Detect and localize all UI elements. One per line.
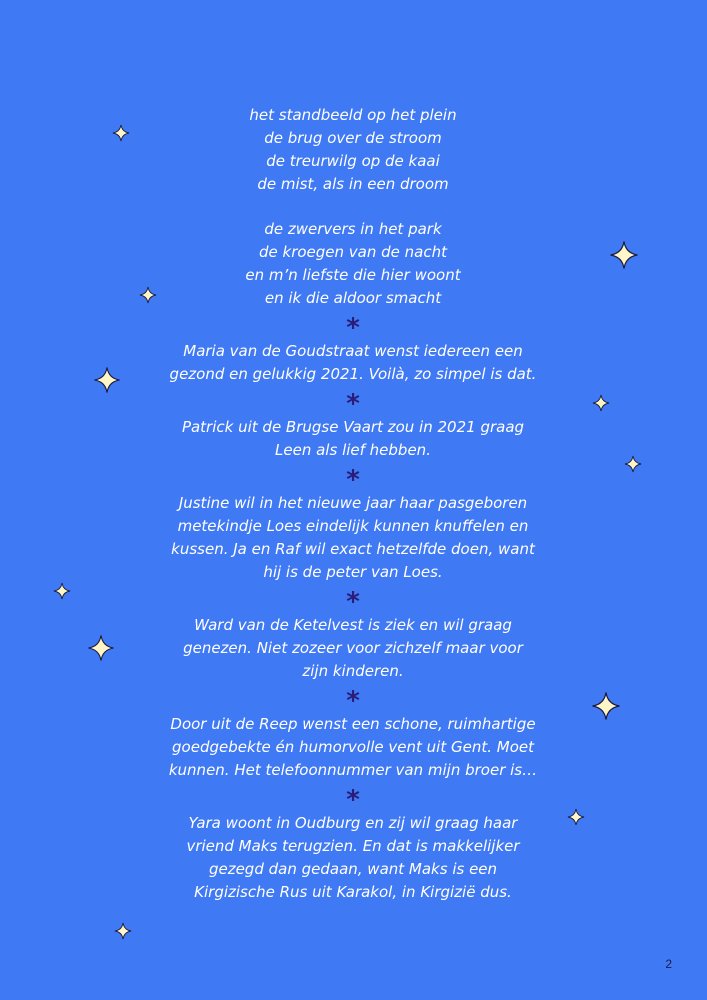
poem-line: en ik die aldoor smacht	[264, 289, 442, 307]
asterisk-divider: *	[346, 587, 360, 617]
message-line: Yara woont in Oudburg en zij wil graag haar	[188, 814, 518, 832]
message-maria	[103, 340, 603, 386]
asterisk-divider: *	[346, 313, 360, 343]
message-door	[103, 713, 603, 782]
message-patrick	[103, 416, 603, 462]
message-line: genezen. Niet zozeer voor zichzelf maar voor	[183, 639, 523, 657]
message-line: gezegd dan gedaan, want Maks is een	[208, 860, 498, 878]
message-line: gezond en gelukkig 2021. Voilà, zo simpel is dat.	[169, 365, 537, 383]
asterisk-divider: *	[346, 465, 360, 495]
message-justine	[103, 492, 603, 584]
poem-line: de brug over de stroom	[264, 129, 442, 147]
asterisk-divider: *	[346, 785, 360, 815]
sparkle-star-icon	[53, 582, 71, 600]
message-line: hij is de peter van Loes.	[263, 563, 443, 581]
asterisk-divider: *	[346, 686, 360, 716]
sparkle-star-icon	[114, 922, 132, 940]
message-line: vriend Maks terugzien. En dat is makkelijker	[186, 837, 520, 855]
poem-stanza-1	[103, 104, 603, 196]
page-number: 2	[665, 957, 672, 971]
main-text	[103, 104, 603, 904]
message-line: Ward van de Ketelvest is ziek en wil graag	[194, 616, 512, 634]
message-line: kunnen. Het telefoonnummer van mijn broer is…	[168, 761, 538, 779]
message-line: goedgebekte én humorvolle vent uit Gent. Moet	[172, 738, 534, 756]
message-ward	[103, 614, 603, 683]
message-line: metekindje Loes eindelijk kunnen knuffelen en	[177, 517, 529, 535]
message-line: Maria van de Goudstraat wenst iedereen een	[183, 342, 523, 360]
poem-line: de mist, als in een droom	[257, 175, 449, 193]
poem-stanza-2	[103, 218, 603, 310]
poem-line: het standbeeld op het plein	[249, 106, 457, 124]
message-line: kussen. Ja en Raf wil exact hetzelfde doen, want	[171, 540, 535, 558]
asterisk-divider: *	[346, 389, 360, 419]
poem-line: en m’n liefste die hier woont	[245, 266, 461, 284]
message-line: Leen als lief hebben.	[275, 441, 431, 459]
poem-line: de zwervers in het park	[264, 220, 442, 238]
message-line: Kirgizische Rus uit Karakol, in Kirgizië dus.	[194, 883, 512, 901]
message-line: Justine wil in het nieuwe jaar haar pasgeboren	[178, 494, 528, 512]
sparkle-star-icon	[609, 240, 639, 270]
sparkle-star-icon	[624, 455, 642, 473]
message-yara	[103, 812, 603, 904]
message-line: Door uit de Reep wenst een schone, ruimhartige	[170, 715, 536, 733]
poem-line: de treurwilg op de kaai	[266, 152, 440, 170]
poem-line: de kroegen van de nacht	[259, 243, 447, 261]
message-line: Patrick uit de Brugse Vaart zou in 2021 graag	[181, 418, 525, 436]
message-line: zijn kinderen.	[302, 662, 404, 680]
